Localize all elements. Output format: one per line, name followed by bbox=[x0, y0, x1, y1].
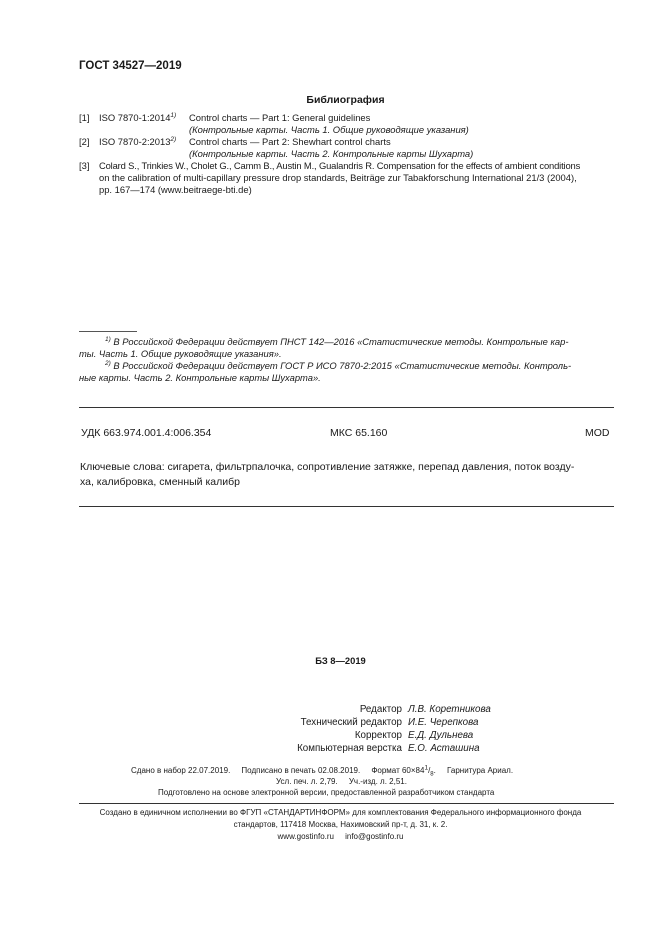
staff-role: Компьютерная верстка bbox=[297, 743, 402, 754]
keywords: Ключевые слова: сигарета, фильтрпалочка, сопротивление затяжке, перепад давления, поток возду- ха, калибровка, сменный калибр bbox=[80, 461, 575, 488]
bibliography-ref-3 bbox=[79, 160, 619, 196]
website-link[interactable]: www.gostinfo.ru bbox=[277, 832, 334, 841]
email-link[interactable]: info@gostinfo.ru bbox=[345, 832, 404, 841]
staff-list bbox=[240, 703, 570, 757]
footnote-2: $^{2)}$ В Российской Федерации действует ГОСТ Р ИСО 7870-2:2015 «Статистические методы. Контроль- ные карты. Часть 2. Контрольные карты Шухарта». bbox=[79, 359, 572, 383]
publication-line-2: Усл. печ. л. 2,79. Уч.-изд. л. 2,51. bbox=[276, 777, 407, 786]
ref-translation: (Контрольные карты. Часть 2. Контрольные карты Шухарта) bbox=[189, 148, 474, 159]
ref-title: Control charts — Part 2: Shewhart control charts bbox=[189, 136, 391, 147]
footer-line-1: Создано в единичном исполнении во ФГУП «СТАНДАРТИНФОРМ» для комплектования Федерального информационного фонда bbox=[99, 808, 582, 817]
staff-role: Редактор bbox=[359, 704, 402, 715]
ref-number: [2] bbox=[79, 136, 90, 147]
udk-code: УДК 663.974.001.4:006.354 bbox=[81, 427, 212, 439]
staff-name: Е.Д. Дульнева bbox=[408, 730, 474, 741]
bz-number: БЗ 8—2019 bbox=[315, 655, 366, 666]
ref-line: pp. 167—174 (www.beitraege-bti.de) bbox=[99, 184, 252, 195]
ref-translation: (Контрольные карты. Часть 1. Общие руководящие указания) bbox=[189, 124, 469, 135]
staff-name: Л.В. Коретникова bbox=[408, 704, 491, 715]
footer-line-2: стандартов, 117418 Москва, Нахимовский пр-т, д. 31, к. 2. bbox=[233, 820, 448, 829]
publication-line-1: Сдано в набор 22.07.2019. Подписано в печать 02.08.2019. Формат $60\times 84^1/_8$. Гарнитура Ариал. bbox=[131, 764, 514, 778]
top-divider bbox=[79, 407, 614, 408]
ref-number: [3] bbox=[79, 160, 90, 171]
publication-prepared: Подготовлено на основе электронной версии, предоставленной разработчиком стандарта bbox=[158, 788, 495, 797]
ref-title: Control charts — Part 1: General guidelines bbox=[189, 112, 371, 123]
ref-standard: ISO 7870-1:2014$^{1)}$ bbox=[99, 111, 177, 123]
mks-code: МКС 65.160 bbox=[330, 427, 388, 439]
bottom-divider bbox=[79, 506, 614, 507]
document-code: ГОСТ 34527—2019 bbox=[79, 60, 182, 72]
staff-name: И.Е. Черепкова bbox=[408, 717, 479, 728]
ref-standard: ISO 7870-2:2013$^{2)}$ bbox=[99, 135, 177, 147]
bibliography-ref-2 bbox=[79, 136, 619, 160]
ref-line: Colard S., Trinkies W., Cholet G., Camm B., Austin M., Gualandris R. Compensation for the effects of ambient conditions bbox=[99, 160, 581, 171]
staff-name: Е.О. Асташина bbox=[408, 743, 480, 754]
staff-role: Корректор bbox=[354, 730, 402, 741]
bibliography-title: Библиография bbox=[306, 94, 385, 106]
footnote-separator bbox=[79, 331, 137, 332]
footer-divider bbox=[79, 803, 614, 804]
footer-contacts bbox=[0, 831, 661, 843]
staff-role: Технический редактор bbox=[300, 717, 402, 728]
bibliography-ref-1 bbox=[79, 112, 619, 136]
mod-label: MOD bbox=[585, 427, 610, 439]
ref-line: on the calibration of multi-capillary pressure drop standards, Beiträge zur Tabakforschung International 21/3 (2004), bbox=[99, 172, 577, 183]
ref-number: [1] bbox=[79, 112, 90, 123]
footnote-1: $^{1)}$ В Российской Федерации действует ПНСТ 142—2016 «Статистические методы. Контрольные кар- ты. Часть 1. Общие руководящие указания». bbox=[79, 335, 569, 359]
